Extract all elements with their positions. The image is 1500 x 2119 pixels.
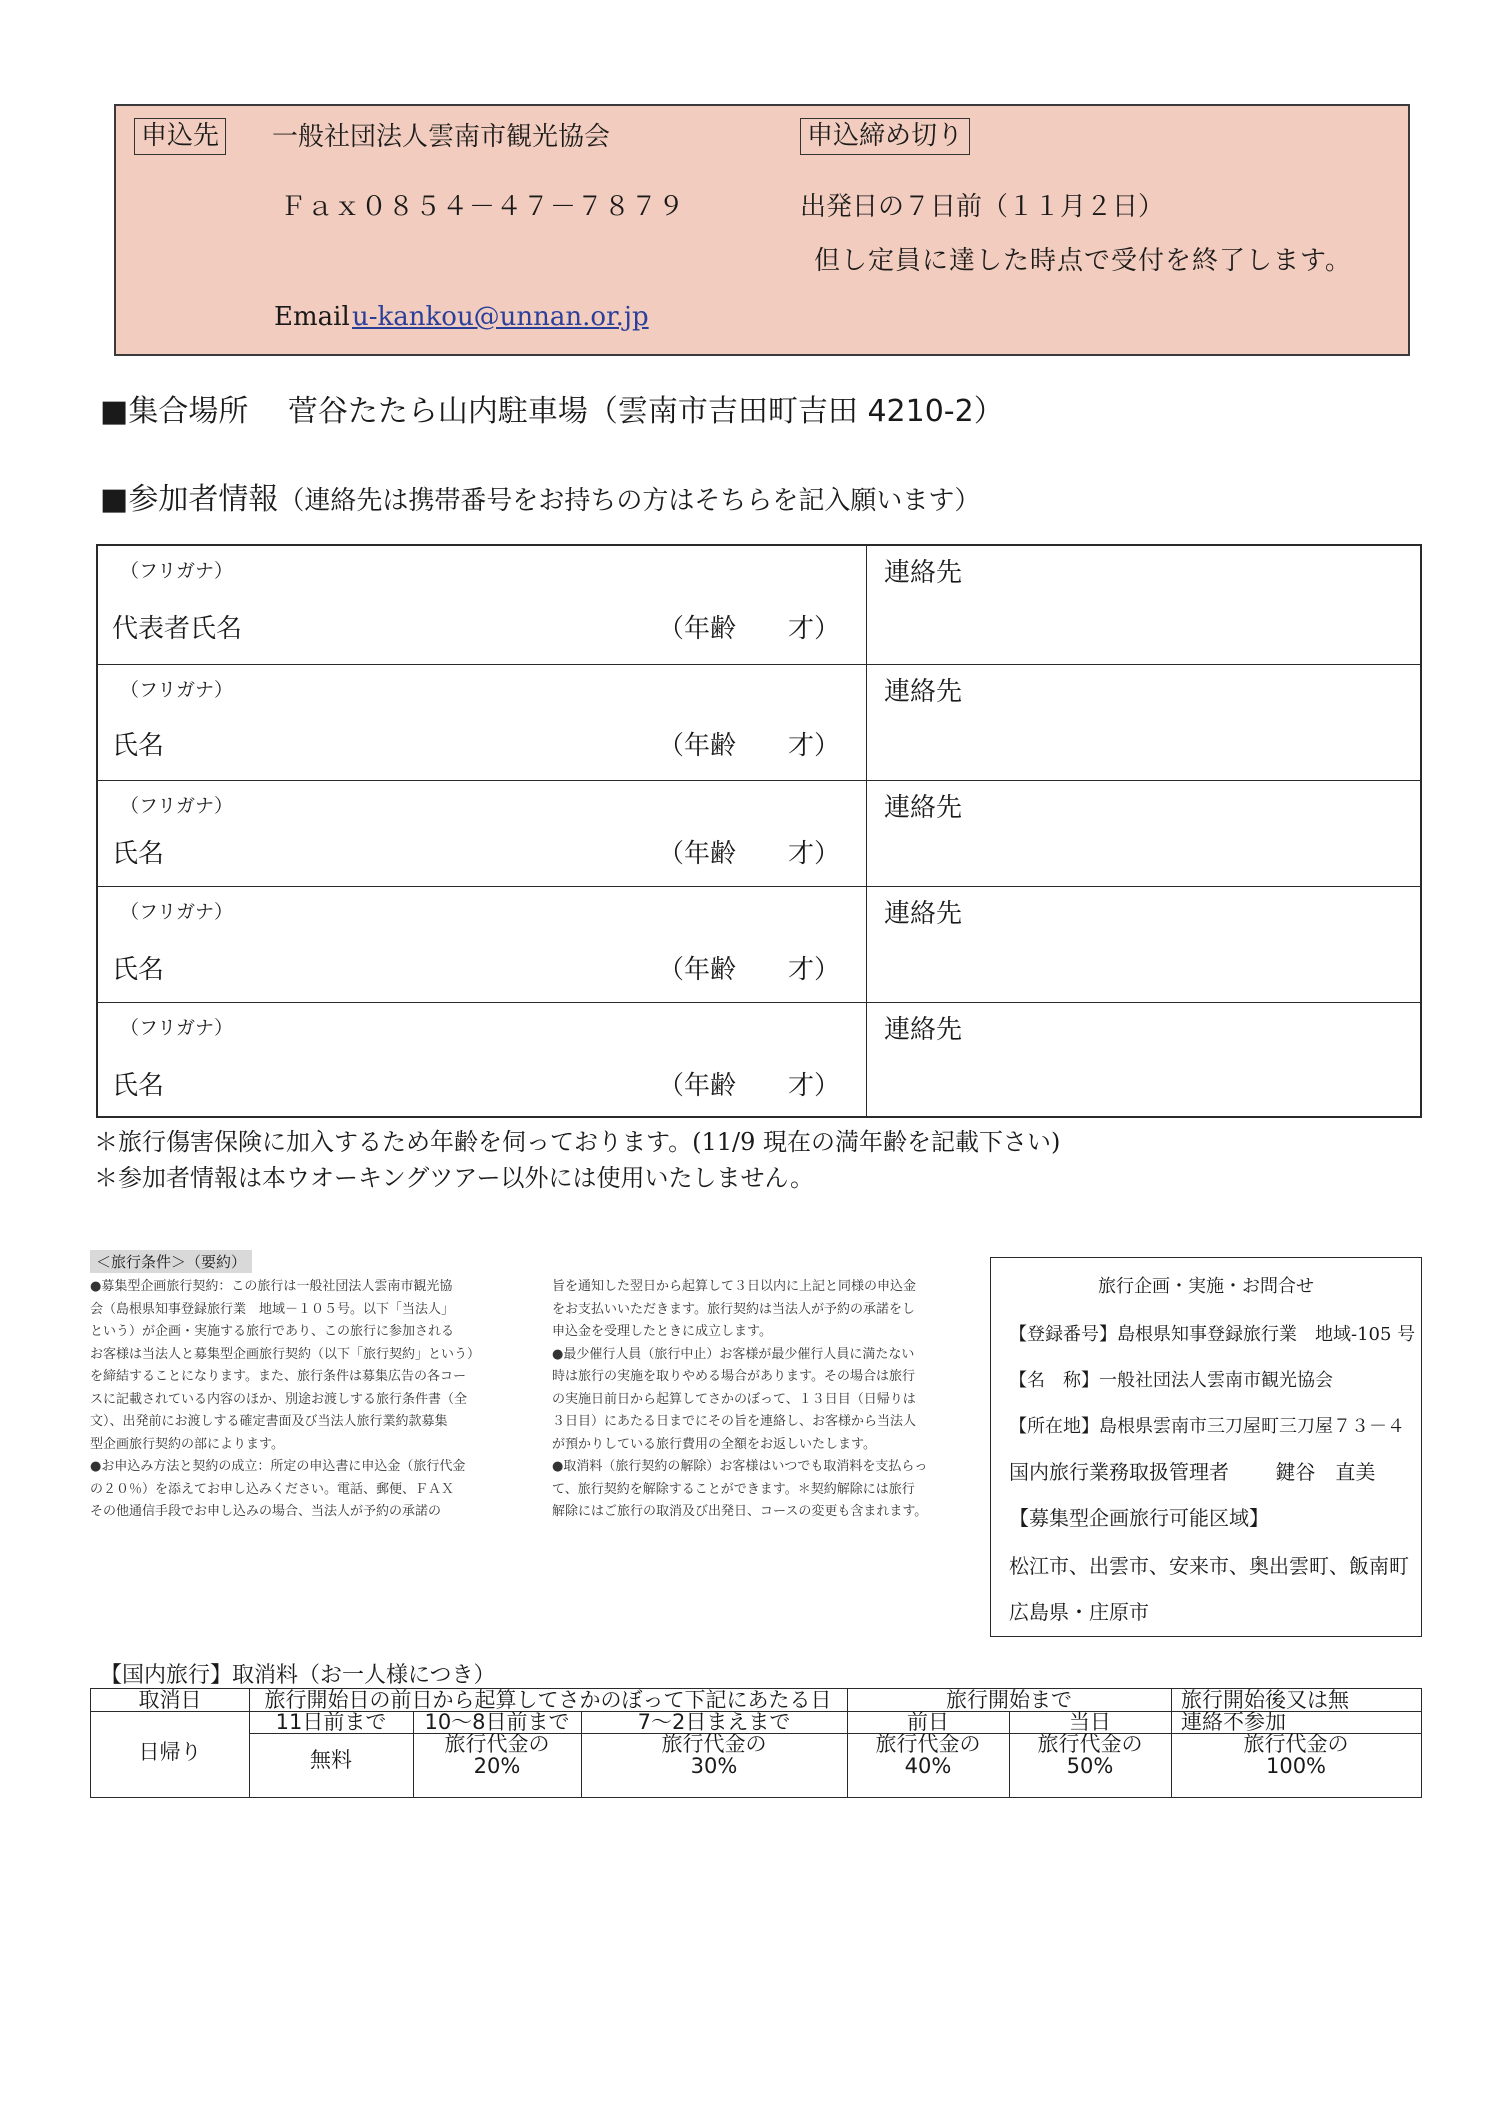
participant-row <box>98 546 1420 664</box>
cancel-title: 【国内旅行】取消料（お一人様につき） <box>100 1663 496 1688</box>
cancel-header-until: 旅行開始まで <box>946 1688 1072 1712</box>
cancel-header-date: 取消日 <box>138 1688 202 1712</box>
info-area-1: 松江市、出雲市、安来市、奥出雲町、飯南町 <box>1009 1554 1409 1578</box>
participant-divider <box>866 887 867 1002</box>
cancel-sub-header: 11日前まで <box>275 1710 387 1734</box>
application-box <box>114 104 1410 356</box>
participant-kana: （フリガナ） <box>120 1017 234 1039</box>
participant-divider <box>866 1003 867 1118</box>
participant-age-field[interactable]: （年齢 才） <box>658 614 841 644</box>
participant-name-field[interactable]: 氏名 <box>112 839 165 869</box>
cancel-fee-prefix: 旅行代金の <box>1243 1732 1349 1756</box>
deadline-label: 申込締め切り <box>800 118 970 155</box>
participant-row <box>98 1002 1420 1118</box>
participant-name-field[interactable]: 氏名 <box>112 955 165 985</box>
participant-row <box>98 886 1420 1002</box>
participants-section-heading <box>100 474 980 518</box>
participant-divider <box>866 546 867 664</box>
participant-kana: （フリガナ） <box>120 901 234 923</box>
cancellation-table <box>90 1688 1422 1798</box>
apply-fax: Ｆａｘ０８５４－４７－７８７９ <box>280 192 686 222</box>
conditions-left-text: ●募集型企画旅行契約：この旅行は一般社団法人雲南市観光協 会（島根県知事登録旅行業 地域－１０５号。以下「当法人」 という）が企画・実施する旅行であり、この旅行に参加される お客様は当法人と募集型企画旅行契約（以下「旅行契約」という） を締結することになります。また、旅行条件は募集広告の各コー スに記載されている内容のほか、別途お渡しする旅行条件書（全 文）、出発前にお渡しする確定書面及び当法人旅行業約款募集 型企画旅行契約の部によります。 ●お申込み方法と契約の成立：所定の申込書に申込金（旅行代金 の２０％）を添えてお申し込みください。電話、郵便、ＦＡＸ その他通信手段でお申し込みの場合、当法人が予約の承諾の <box>90 1279 481 1519</box>
participant-kana: （フリガナ） <box>120 560 234 582</box>
privacy-note: ＊参加者情報は本ウオーキングツアー以外には使用いたしません。 <box>94 1164 814 1192</box>
info-area-label: 【募集型企画旅行可能区域】 <box>1009 1506 1269 1530</box>
cancel-sub-header: 7～2日まえまで <box>637 1710 791 1734</box>
participant-kana: （フリガナ） <box>120 795 234 817</box>
cancel-fee-value: 100% <box>1265 1754 1327 1778</box>
participant-contact-field[interactable]: 連絡先 <box>884 1015 963 1045</box>
cancel-header-after-1: 旅行開始後又は無 <box>1181 1688 1349 1712</box>
cancel-header-before: 旅行開始日の前日から起算してさかのぼって下記にあたる日 <box>264 1688 832 1712</box>
participant-contact-field[interactable]: 連絡先 <box>884 793 963 823</box>
cancel-header-after-2: 連絡不参加 <box>1181 1710 1286 1734</box>
info-area-2: 広島県・庄原市 <box>1009 1600 1149 1624</box>
participant-name-field[interactable]: 氏名 <box>112 731 165 761</box>
participant-row <box>98 664 1420 780</box>
info-address: 【所在地】島根県雲南市三刀屋町三刀屋７３－４ <box>1009 1416 1405 1437</box>
cancel-fee-value: 40% <box>904 1754 952 1778</box>
participants-note: （連絡先は携帯番号をお持ちの方はそちらを記入願います） <box>278 486 981 516</box>
participant-kana: （フリガナ） <box>120 679 234 701</box>
meeting-label: ■集合場所 <box>100 394 249 429</box>
participant-row <box>98 780 1420 886</box>
cancel-sub-header: 10～8日前まで <box>424 1710 570 1734</box>
cancel-fee-prefix: 旅行代金の <box>661 1732 767 1756</box>
participants-label: ■参加者情報 <box>100 482 279 517</box>
cancel-fee-free: 無料 <box>310 1748 352 1772</box>
participant-age-field[interactable]: （年齢 才） <box>658 731 841 761</box>
deadline-text: 出発日の７日前（１１月２日） <box>800 192 1165 222</box>
deadline-note: 但し定員に達した時点で受付を終了します。 <box>814 246 1352 276</box>
participant-age-field[interactable]: （年齢 才） <box>658 839 841 869</box>
info-manager: 国内旅行業務取扱管理者 鍵谷 直美 <box>1009 1460 1376 1484</box>
participant-name-field[interactable]: 氏名 <box>112 1071 165 1101</box>
participant-divider <box>866 665 867 780</box>
apply-org: 一般社団法人雲南市観光協会 <box>272 122 611 152</box>
conditions-right-text: 旨を通知した翌日から起算して３日以内に上記と同様の申込金 をお支払いいただきます。旅行契約は当法人が予約の承諾をし 申込金を受理したときに成立します。 ●最少催行人員（旅行中止）お客様が最少催行人員に満たない 時は旅行の実施を取りやめる場合があります。その場合は旅行 の実施日前日から起算してさかのぼって、１３日目（日帰りは ３日目）にあたる日までにその旨を連絡し、お客様から当法人 が預かりしている旅行費用の全額をお返しいたします。 ●取消料（旅行契約の解除）お客様はいつでも取消料を支払らっ て、旅行契約を解除することができます。＊契約解除には旅行 解除にはご旅行の取消及び出発日、コースの変更も含まれます。 <box>552 1279 928 1519</box>
apply-email-link[interactable]: u-kankou@unnan.or.jp <box>352 302 649 332</box>
participant-contact-field[interactable]: 連絡先 <box>884 677 963 707</box>
info-name: 【名 称】一般社団法人雲南市観光協会 <box>1009 1370 1333 1391</box>
cancel-fee-prefix: 旅行代金の <box>444 1732 550 1756</box>
cancel-fee-prefix: 旅行代金の <box>875 1732 981 1756</box>
participant-contact-field[interactable]: 連絡先 <box>884 899 963 929</box>
participant-age-field[interactable]: （年齢 才） <box>658 955 841 985</box>
cancel-fee-value: 20% <box>473 1754 521 1778</box>
info-registration: 【登録番号】島根県知事登録旅行業 地域-105 号 <box>1009 1324 1416 1345</box>
conditions-title: ＜旅行条件＞（要約） <box>90 1250 252 1273</box>
info-title: 旅行企画・実施・お問合せ <box>1098 1276 1314 1297</box>
participant-divider <box>866 781 867 886</box>
cancel-sub-header: 前日 <box>907 1710 949 1734</box>
participant-name-field[interactable]: 代表者氏名 <box>112 614 243 644</box>
cancel-row-label: 日帰り <box>138 1740 202 1764</box>
cancel-sub-header: 当日 <box>1069 1710 1111 1734</box>
participant-contact-field[interactable]: 連絡先 <box>884 558 963 588</box>
apply-email-label: Email <box>274 302 350 332</box>
organizer-info-box <box>990 1257 1422 1637</box>
meeting-section <box>100 386 1004 430</box>
meeting-place: 菅谷たたら山内駐車場（雲南市吉田町吉田 4210-2） <box>287 394 1004 429</box>
cancel-fee-value: 50% <box>1066 1754 1114 1778</box>
cancel-fee-value: 30% <box>690 1754 738 1778</box>
insurance-note: ＊旅行傷害保険に加入するため年齢を伺っております。(11/9 現在の満年齢を記載下さい) <box>94 1128 1061 1156</box>
cancel-fee-prefix: 旅行代金の <box>1037 1732 1143 1756</box>
participants-table <box>96 544 1422 1118</box>
apply-dest-label: 申込先 <box>134 118 226 155</box>
participant-age-field[interactable]: （年齢 才） <box>658 1071 841 1101</box>
